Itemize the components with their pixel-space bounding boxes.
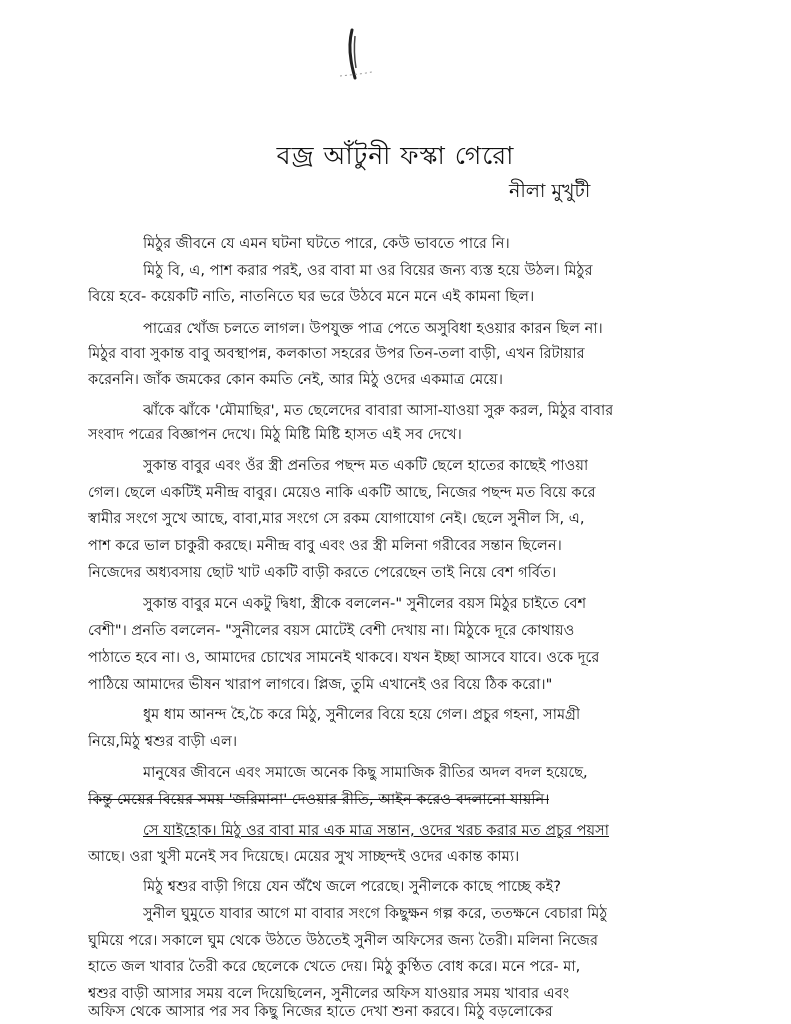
text-line: গেল। ছেলে একটিই মনীন্দ্র বাবুর। মেয়েও নাকি একটি আছে, নিজের পছন্দ মত বিয়ে করে [88, 484, 596, 501]
text-line: সুকান্ত বাবুর মনে একটু দ্বিধা, স্ত্রীকে বললেন-" সুনীলের বয়স মিঠুর চাইতে বেশ [143, 595, 587, 612]
story-author: নীলা মুখুটী [509, 180, 591, 202]
text-line: মানুষের জীবনে এবং সমাজে অনেক কিছু সামাজিক রীতির অদল বদল হয়েছে, [143, 764, 588, 781]
text-line: করেননি। জাঁক জমকের কোন কমতি নেই, আর মিঠু ওদের একমাত্র মেয়ে। [88, 371, 503, 388]
text-line: পাঠিয়ে আমাদের ভীষন খারাপ লাগবে। প্লিজ, তুমি এখানেই ওর বিয়ে ঠিক করো।" [88, 676, 553, 693]
text-line-struck: কিন্তু মেয়ের বিয়ের সময় 'জরিমানা' দেওয়ার রীতি, আইন করেও বদলানো যায়নি। [88, 791, 550, 808]
text-line: নিয়ে,মিঠু শ্বশুর বাড়ী এল। [88, 733, 238, 750]
text-line: মিঠুর জীবনে যে এমন ঘটনা ঘটতে পারে, কেউ ভাবতে পারে নি। [143, 235, 510, 252]
text-line: সংবাদ পত্রের বিজ্ঞাপন দেখে। মিঠু মিষ্টি মিষ্টি হাসত এই সব দেখে। [88, 426, 462, 443]
text-line: মিঠু শ্বশুর বাড়ী গিয়ে যেন অঁথৈ জলে পরেছে। সুনীলকে কাছে পাচ্ছে কই? [143, 878, 561, 895]
story-title: বজ্র আঁটুনী ফস্কা গেরো [276, 141, 515, 170]
text-line: বেশী"। প্রনতি বললেন- "সুনীলের বয়স মোটেই বেশী দেখায় না। মিঠুকে দূরে কোথায়ও [88, 622, 575, 639]
text-line: শ্বশুর বাড়ী আসার সময় বলে দিয়েছিলেন, সুনীলের অফিস যাওয়ার সময় খাবার এবং [88, 985, 570, 1002]
text-line-underlined: সে যাইহোক। মিঠু ওর বাবা মার এক মাত্র সন্তান, ওদের খরচ করার মত প্রচুর পয়সা [143, 822, 610, 839]
text-line: ঝাঁকে ঝাঁকে 'মৌমাছির', মত ছেলেদের বাবারা আসা-যাওয়া সুরু করল, মিঠুর বাবার [143, 402, 614, 419]
text-line: পাশ করে ভাল চাকুরী করছে। মনীন্দ্র বাবু এবং ওর স্ত্রী মলিনা গরীবের সন্তান ছিলেন। [88, 537, 562, 554]
text-line: সুনীল ঘুমুতে যাবার আগে মা বাবার সংগে কিছুক্ষন গল্প করে, ততক্ষনে বেচারা মিঠু [143, 905, 608, 922]
text-line: সুকান্ত বাবুর এবং ওঁর স্ত্রী প্রনতির পছন্দ মত একটি ছেলে হাতের কাছেই পাওয়া [143, 457, 589, 474]
text-line: বিয়ে হবে- কয়েকটি নাতি, নাতনিতে ঘর ভরে উঠবে মনে মনে এই কামনা ছিল। [88, 288, 535, 305]
text-line: মিঠু বি, এ, পাশ করার পরই, ওর বাবা মা ওর বিয়ের জন্য ব্যস্ত হয়ে উঠল। মিঠুর [143, 262, 593, 279]
text-line: স্বামীর সংগে সুখে আছে, বাবা,মার সংগে সে রকম যোগাযোগ নেই। ছেলে সুনীল সি, এ, [88, 510, 585, 527]
scan-ink-mark [336, 28, 376, 82]
text-line: মিঠুর বাবা সুকান্ত বাবু অবস্থাপন্ন, কলকাতা সহরের উপর তিন-তলা বাড়ী, এখন রিটায়ার [88, 345, 585, 362]
text-line: হাতে জল খাবার তৈরী করে ছেলেকে খেতে দেয়। মিঠু কুণ্ঠিত বোধ করে। মনে পরে- মা, [88, 958, 581, 975]
text-line: আছে। ওরা খুসী মনেই সব দিয়েছে। মেয়ের সুখ সাচ্ছন্দই ওদের একান্ত কাম্য। [88, 848, 520, 865]
text-line: নিজেদের অধ্যবসায় ছোট খাট একটি বাড়ী করতে পেরেছেন তাই নিয়ে বেশ গর্বিত। [88, 564, 557, 581]
text-line: পাত্রের খোঁজ চলতে লাগল। উপযুক্ত পাত্র পেতে অসুবিধা হওয়ার কারন ছিল না। [143, 320, 603, 337]
text-line: ধুম ধাম আনন্দ হৈ,চৈ করে মিঠু, সুনীলের বিয়ে হয়ে গেল। প্রচুর গহনা, সামগ্রী [143, 706, 581, 723]
text-line: ঘুমিয়ে পরে। সকালে ঘুম থেকে উঠতে উঠতেই সুনীল অফিসের জন্য তৈরী। মলিনা নিজের [88, 932, 598, 949]
text-line: পাঠাতে হবে না। ও, আমাদের চোখের সামনেই থাকবে। যখন ইচ্ছা আসবে যাবে। ওকে দূরে [88, 649, 600, 666]
text-line: অফিস থেকে আসার পর সব কিছু নিজের হাতে দেখা শুনা করবে। মিঠু বড়লোকের [88, 1003, 553, 1020]
